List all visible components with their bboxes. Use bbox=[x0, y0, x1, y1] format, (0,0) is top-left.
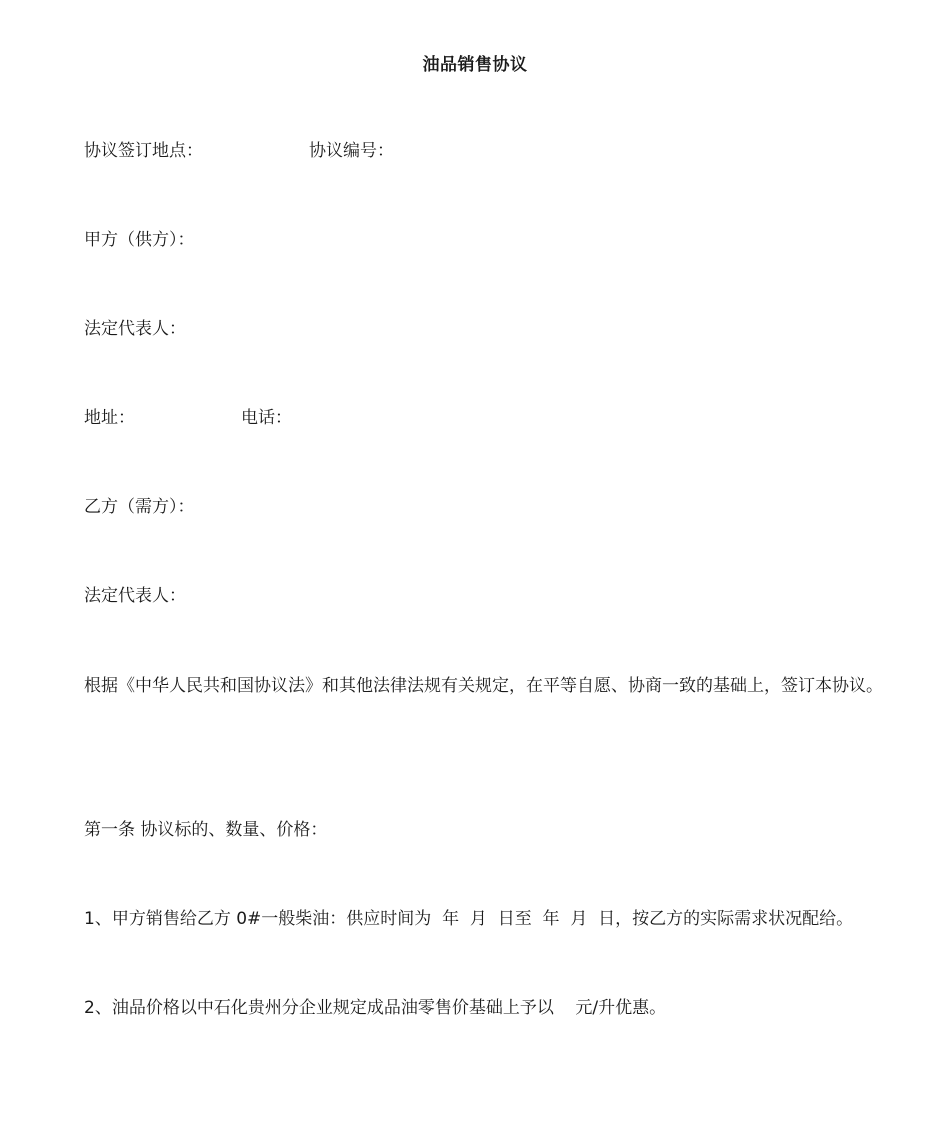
party-b-label: 乙方（需方）： bbox=[84, 497, 195, 517]
legal-rep-a-label: 法定代表人： bbox=[84, 319, 186, 339]
preamble-paragraph: 根据《中华人民共和国协议法》和其他法律法规有关规定，在平等自愿、协商一致的基础上，签订本协议。 bbox=[84, 676, 883, 696]
clause-2: 2、油品价格以中石化贵州分企业规定成品油零售价基础上予以 元/升优惠。 bbox=[84, 998, 667, 1018]
article1-heading: 第一条 协议标的、数量、价格： bbox=[84, 820, 328, 840]
clause-1: 1、甲方销售给乙方 0#一般柴油：供应时间为 年 月 日至 年 月 日，按乙方的实际需求状况配给。 bbox=[84, 909, 854, 929]
party-a-label: 甲方（供方）： bbox=[84, 230, 195, 250]
address-phone-line bbox=[84, 407, 292, 429]
place-number-line bbox=[84, 140, 394, 162]
phone-label: 电话： bbox=[241, 408, 292, 428]
agreement-number-label: 协议编号： bbox=[309, 141, 394, 161]
address-label: 地址： bbox=[84, 408, 135, 428]
legal-rep-b-label: 法定代表人： bbox=[84, 586, 186, 606]
place-label: 协议签订地点： bbox=[84, 141, 203, 161]
document-title: 油品销售协议 bbox=[422, 55, 528, 75]
